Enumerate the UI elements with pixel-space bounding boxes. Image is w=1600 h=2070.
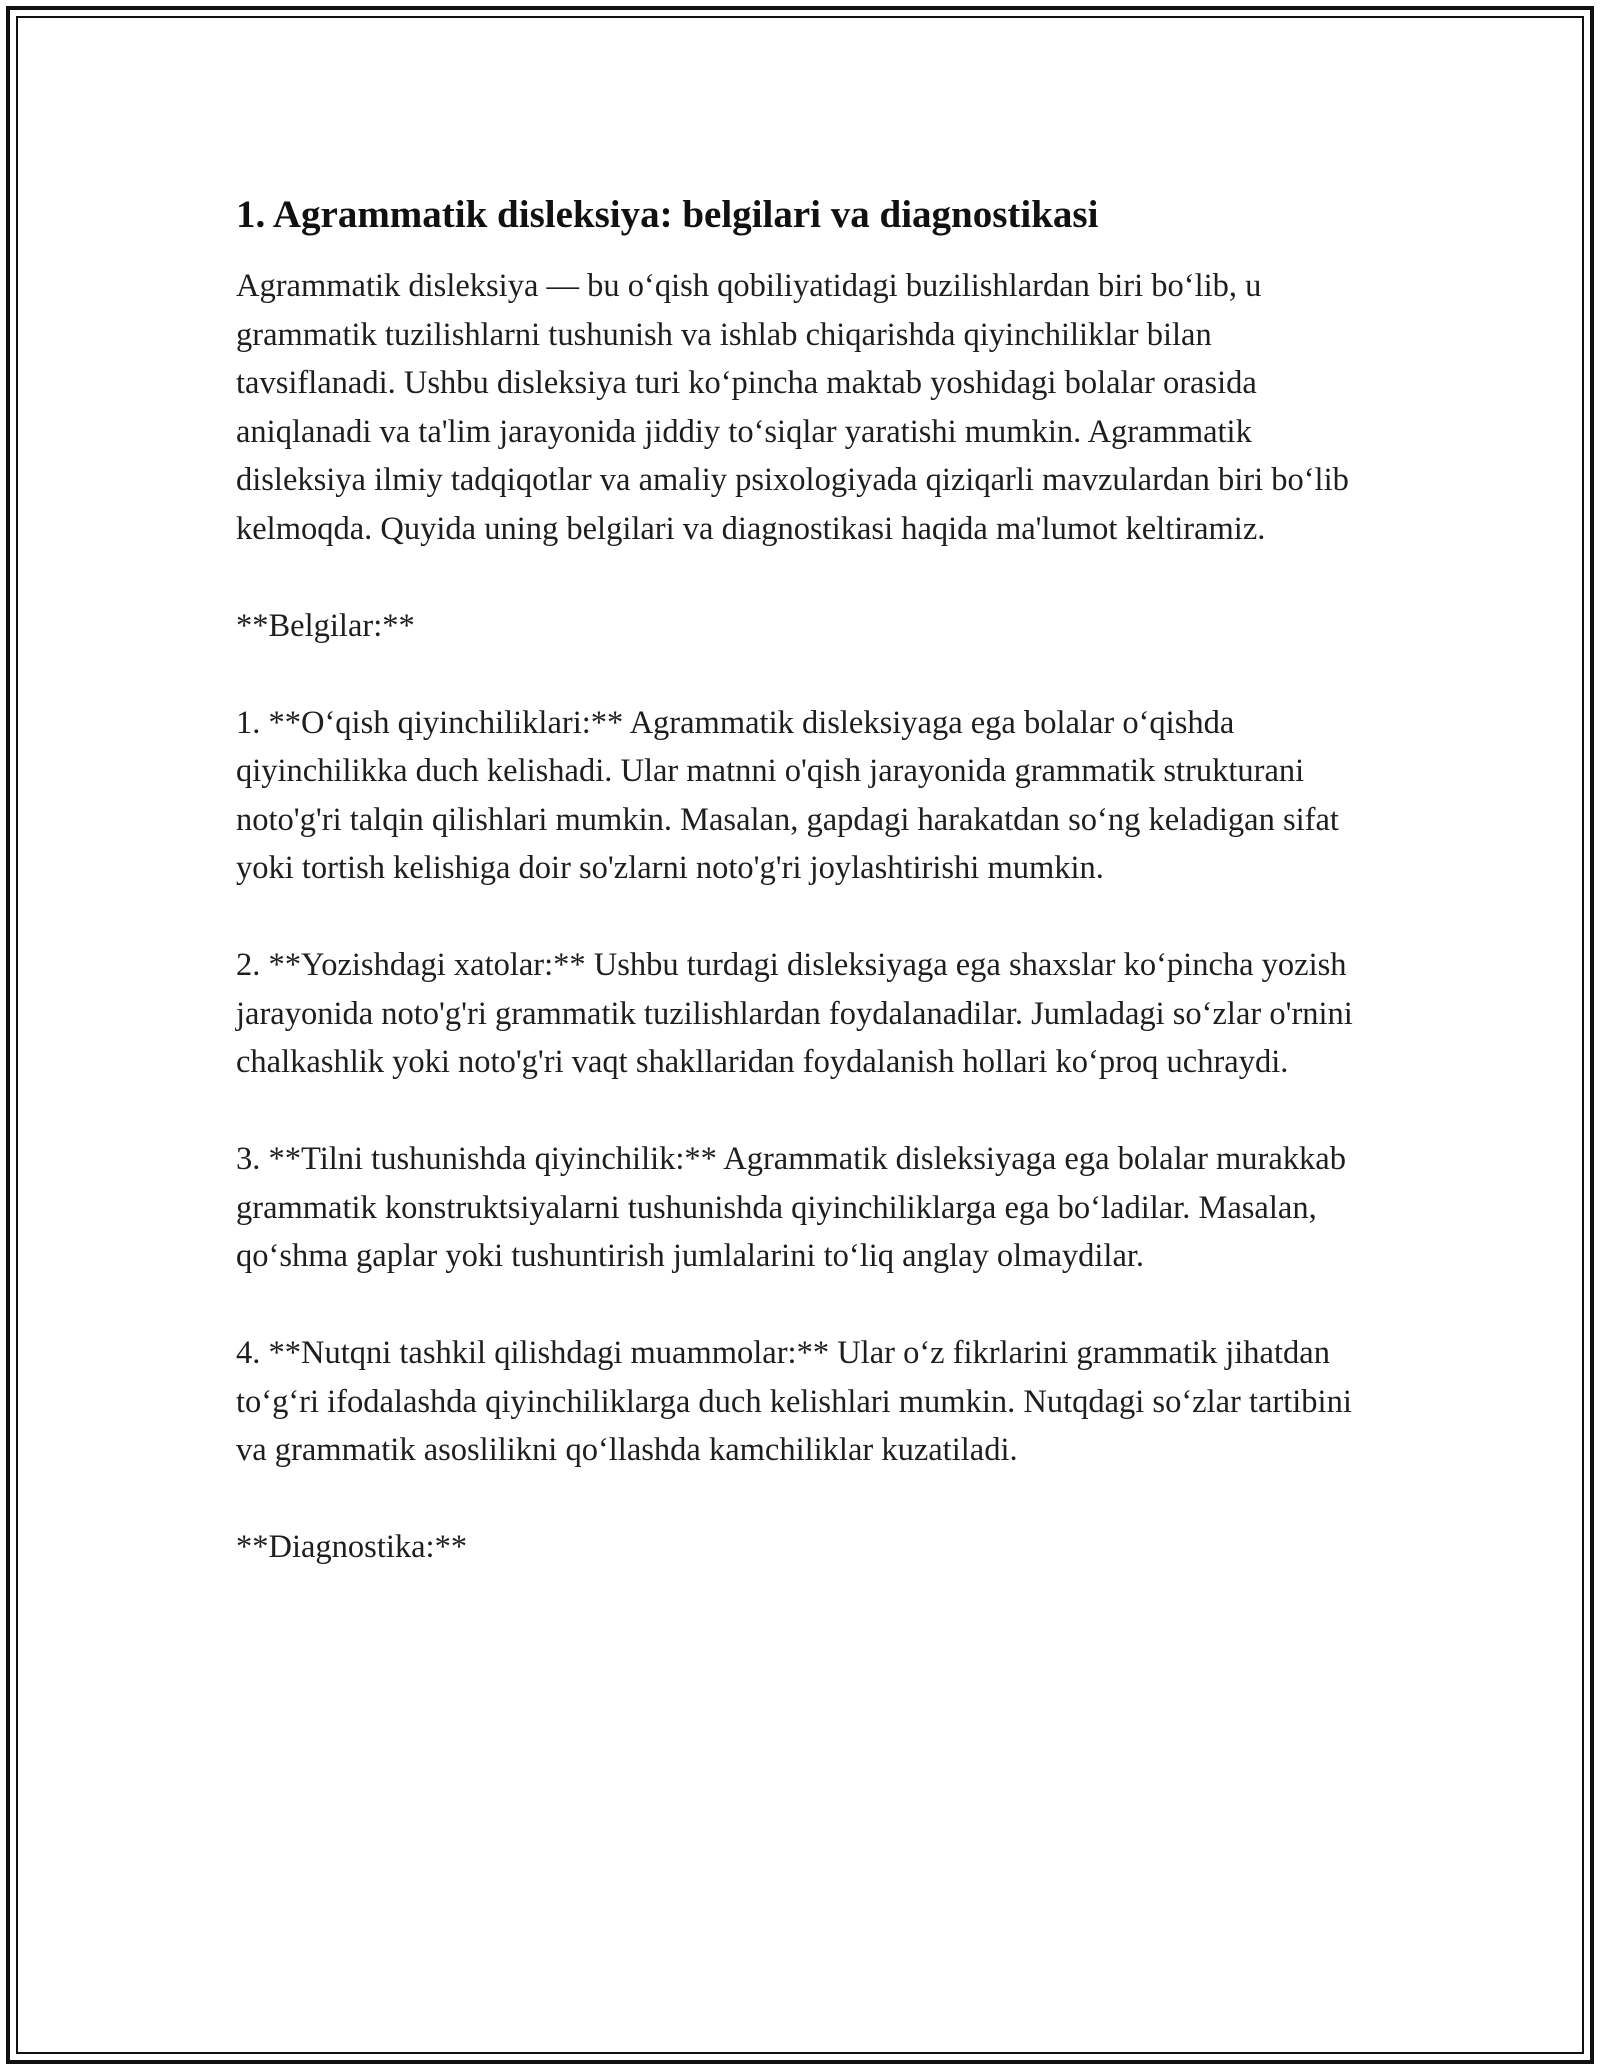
sign-item-speech: 4. **Nutqni tashkil qilishdagi muammolar:** Ular o‘z fikrlarini grammatik jihatdan to‘g‘ri ifodalashda qiyinchiliklarga duch kelishlari mumkin. Nutqdagi so‘zlar tartibini va grammatik asoslilikni qo‘llashda kamchiliklar kuzatiladi. [236, 1335, 1352, 1468]
document-title: 1. Agrammatik disleksiya: belgilari va diagnostikasi [236, 193, 1099, 236]
document-body [236, 190, 1376, 1620]
signs-heading: **Belgilar:** [236, 607, 415, 644]
sign-item-reading: 1. **O‘qish qiyinchiliklari:** Agrammatik disleksiyaga ega bolalar o‘qishda qiyinchilikka duch kelishadi. Ular matnni o'qish jarayonida grammatik strukturani noto'g'ri talqin qilishlari mumkin. Masalan, gapdagi harakatdan so‘ng keladigan sifat yoki tortish kelishiga doir so'zlarni noto'g'ri joylashtirishi mumkin. [236, 704, 1339, 886]
sign-item-writing: 2. **Yozishdagi xatolar:** Ushbu turdagi disleksiyaga ega shaxslar ko‘pincha yozish jarayonida noto'g'ri grammatik tuzilishlardan foydalanadilar. Jumladagi so‘zlar o'rnini chalkashlik yoki noto'g'ri vaqt shakllaridan foydalanish hollari ko‘proq uchraydi. [236, 947, 1353, 1080]
diagnostics-heading: **Diagnostika:** [236, 1529, 468, 1565]
sign-item-comprehension: 3. **Tilni tushunishda qiyinchilik:** Agrammatik disleksiyaga ega bolalar murakkab grammatik konstruktsiyalarni tushunishda qiyinchiliklarga ega bo‘ladilar. Masalan, qo‘shma gaplar yoki tushuntirish jumlalarini to‘liq anglay olmaydilar. [236, 1141, 1346, 1274]
intro-paragraph: Agrammatik disleksiya — bu o‘qish qobiliyatidagi buzilishlardan biri bo‘lib, u grammatik tuzilishlarni tushunish va ishlab chiqarishda qiyinchiliklar bilan tavsiflanadi. Ushbu disleksiya turi ko‘pincha maktab yoshidagi bolalar orasida aniqlanadi va ta'lim jarayonida jiddiy to‘siqlar yaratishi mumkin. Agrammatik disleksiya ilmiy tadqiqotlar va amaliy psixologiyada qiziqarli mavzulardan biri bo‘lib kelmoqda. Quyida uning belgilari va diagnostikasi haqida ma'lumot keltiramiz. [236, 268, 1349, 547]
